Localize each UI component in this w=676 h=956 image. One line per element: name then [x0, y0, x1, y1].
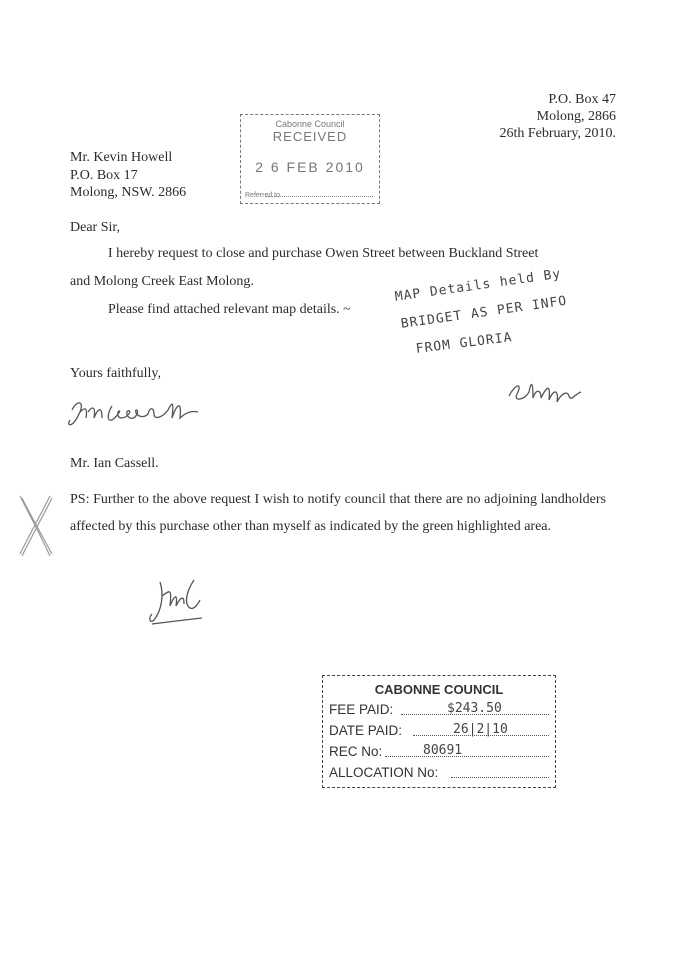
cross-mark-icon — [14, 492, 58, 562]
receipt-number-row — [329, 744, 549, 759]
fee-paid-label: FEE PAID: — [329, 702, 394, 717]
allocation-number-row — [329, 765, 549, 780]
received-stamp-date: 2 6 FEB 2010 — [255, 159, 365, 175]
receipt-number-value: 80691 — [423, 743, 463, 758]
body-paragraph-2: Please find attached relevant map details. ~ — [108, 302, 351, 317]
body-paragraph-1-line-2: and Molong Creek East Molong. — [70, 274, 254, 289]
date-paid-value: 26|2|10 — [453, 722, 508, 737]
received-stamp — [240, 114, 380, 204]
handwritten-note-line-3: FROM GLORIA — [415, 330, 514, 357]
council-stamp — [322, 675, 556, 788]
closing: Yours faithfully, — [70, 366, 162, 381]
signature-icon — [64, 392, 214, 432]
received-stamp-label: RECEIVED — [272, 129, 348, 144]
receipt-number-label: REC No: — [329, 744, 383, 759]
received-stamp-ref-line — [265, 196, 373, 197]
sender-address — [499, 91, 616, 142]
fee-paid-value: $243.50 — [447, 701, 502, 716]
handwritten-initials-icon — [505, 374, 595, 406]
date-paid-row — [329, 723, 549, 738]
recipient-address — [70, 149, 186, 202]
council-stamp-title: CABONNE COUNCIL — [374, 682, 504, 697]
allocation-number-label: ALLOCATION No: — [329, 765, 439, 780]
received-stamp-ref: Referred to — [245, 192, 281, 199]
sender-po-box: P.O. Box 47 — [548, 92, 616, 107]
body-paragraph-1-line-1: I hereby request to close and purchase Owen Street between Buckland Street — [108, 246, 539, 261]
fee-paid-row — [329, 702, 549, 717]
handwritten-note-line-2: BRIDGET AS PER INFO — [400, 293, 569, 332]
recipient-po-box: P.O. Box 17 — [70, 167, 138, 183]
signer-name: Mr. Ian Cassell. — [70, 456, 159, 471]
postscript: PS: Further to the above request I wish to notify council that there are no adjoining landholders affected by this purchase other than myself as indicated by the green highlighted area. — [70, 492, 606, 534]
letter-date: 26th February, 2010. — [499, 126, 616, 141]
received-stamp-org: Cabonne Council — [275, 119, 345, 129]
recipient-town: Molong, NSW. 2866 — [70, 185, 187, 200]
salutation: Dear Sir, — [70, 220, 120, 235]
handwritten-note-line-1: MAP Details held By — [394, 266, 563, 305]
date-paid-label: DATE PAID: — [329, 723, 403, 738]
initials-signature-icon — [144, 574, 214, 630]
allocation-number-dots — [451, 777, 549, 778]
sender-town: Molong, 2866 — [536, 109, 616, 124]
recipient-name: Mr. Kevin Howell — [70, 150, 173, 165]
receipt-number-dots — [385, 756, 549, 757]
